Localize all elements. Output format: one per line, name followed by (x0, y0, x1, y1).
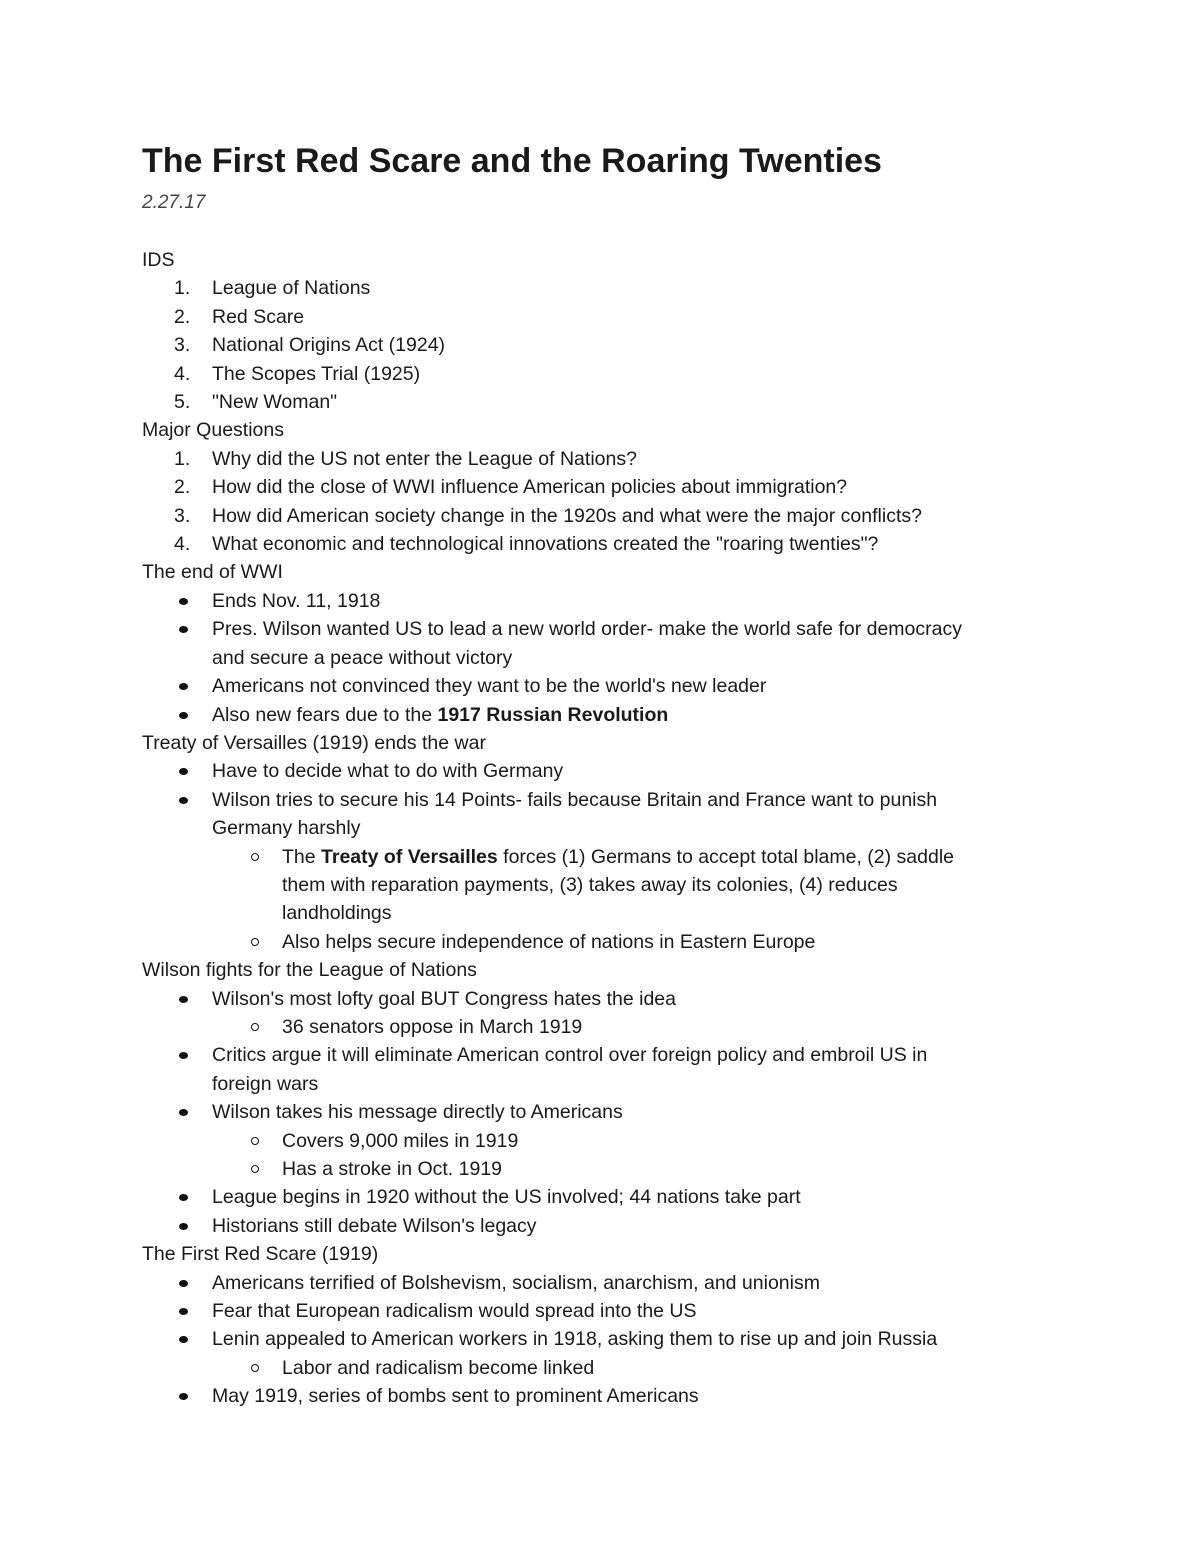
bullet-continuation: Germany harshly (212, 817, 361, 840)
list-number: 5. (174, 391, 191, 414)
bullet-icon (179, 1280, 188, 1287)
sub-bullet-continuation: landholdings (282, 902, 392, 925)
list-item: 3. National Origins Act (1924) (142, 331, 1062, 359)
bullet-icon (179, 712, 188, 719)
bullet-icon (179, 996, 188, 1003)
bullet-item: Pres. Wilson wanted US to lead a new world order- make the world safe for democracy (142, 615, 1062, 643)
list-number: 1. (174, 277, 191, 300)
bullet-item: Wilson's most lofty goal BUT Congress hates the idea (142, 985, 1062, 1013)
bullet-item: Critics argue it will eliminate American control over foreign policy and embroil US in (142, 1041, 1062, 1069)
bullet-item: Historians still debate Wilson's legacy (142, 1212, 1062, 1240)
bullet-item: Lenin appealed to American workers in 1918, asking them to rise up and join Russia (142, 1325, 1062, 1353)
sub-bullet-item: 36 senators oppose in March 1919 (142, 1013, 1062, 1041)
bullet-item: Ends Nov. 11, 1918 (142, 587, 1062, 615)
document-content (142, 140, 1062, 1411)
list-item: 1. Why did the US not enter the League of Nations? (142, 445, 1062, 473)
spacer (142, 216, 1062, 246)
list-number: 3. (174, 334, 191, 357)
sub-bullet-item: Covers 9,000 miles in 1919 (142, 1127, 1062, 1155)
end-wwi-heading: The end of WWI (142, 561, 283, 584)
list-number: 2. (174, 305, 191, 328)
bullet-icon (179, 1336, 188, 1343)
circle-bullet-icon (251, 853, 259, 861)
document-title: The First Red Scare and the Roaring Twenties (142, 142, 882, 180)
circle-bullet-icon (251, 1023, 259, 1031)
bullet-item: Have to decide what to do with Germany (142, 757, 1062, 785)
list-item: 2. Red Scare (142, 303, 1062, 331)
bullet-item: Wilson takes his message directly to Americans (142, 1098, 1062, 1126)
major-questions-heading: Major Questions (142, 419, 284, 442)
list-item: 2. How did the close of WWI influence American policies about immigration? (142, 473, 1062, 501)
list-number: 4. (174, 362, 191, 385)
bullet-icon (179, 626, 188, 633)
bullet-icon (179, 598, 188, 605)
bullet-continuation: foreign wars (212, 1072, 319, 1095)
circle-bullet-icon (251, 938, 259, 946)
bullet-icon (179, 1308, 188, 1315)
bullet-item: League begins in 1920 without the US involved; 44 nations take part (142, 1183, 1062, 1211)
bold-text: Treaty of Versailles (321, 845, 498, 868)
list-number: 2. (174, 476, 191, 499)
league-heading: Wilson fights for the League of Nations (142, 959, 477, 982)
red-scare-heading: The First Red Scare (1919) (142, 1243, 379, 1266)
list-item: 4. The Scopes Trial (1925) (142, 360, 1062, 388)
sub-bullet-item: Labor and radicalism become linked (142, 1354, 1062, 1382)
bullet-icon (179, 797, 188, 804)
bullet-item: Wilson tries to secure his 14 Points- fails because Britain and France want to punish (142, 786, 1062, 814)
bullet-icon (179, 1052, 188, 1059)
bullet-icon (179, 1109, 188, 1116)
sub-bullet-item: Also helps secure independence of nations in Eastern Europe (142, 928, 1062, 956)
document-date: 2.27.17 (142, 192, 206, 213)
bullet-icon (179, 1194, 188, 1201)
bullet-item: Americans terrified of Bolshevism, socialism, anarchism, and unionism (142, 1269, 1062, 1297)
bullet-icon (179, 683, 188, 690)
bold-text: 1917 Russian Revolution (437, 703, 669, 726)
list-number: 1. (174, 447, 191, 470)
list-item: 5. "New Woman" (142, 388, 1062, 416)
bullet-item: Also new fears due to the 1917 Russian Revolution (142, 701, 1062, 729)
circle-bullet-icon (251, 1137, 259, 1145)
sub-bullet-item: The Treaty of Versailles forces (1) Germans to accept total blame, (2) saddle (142, 843, 1062, 871)
sub-bullet-item: Has a stroke in Oct. 1919 (142, 1155, 1062, 1183)
list-item: 1. League of Nations (142, 274, 1062, 302)
bullet-item: Fear that European radicalism would spread into the US (142, 1297, 1062, 1325)
bullet-item: May 1919, series of bombs sent to prominent Americans (142, 1382, 1062, 1410)
circle-bullet-icon (251, 1165, 259, 1173)
list-item: 4. What economic and technological innovations created the "roaring twenties"? (142, 530, 1062, 558)
ids-heading: IDS (142, 249, 175, 271)
circle-bullet-icon (251, 1364, 259, 1372)
bullet-item: Americans not convinced they want to be the world's new leader (142, 672, 1062, 700)
bullet-continuation: and secure a peace without victory (212, 646, 513, 669)
bullet-icon (179, 768, 188, 775)
list-number: 4. (174, 533, 191, 556)
list-number: 3. (174, 504, 191, 527)
bullet-icon (179, 1393, 188, 1400)
sub-bullet-continuation: them with reparation payments, (3) takes away its colonies, (4) reduces (282, 873, 898, 896)
bullet-icon (179, 1223, 188, 1230)
list-item: 3. How did American society change in the 1920s and what were the major conflicts? (142, 502, 1062, 530)
versailles-heading: Treaty of Versailles (1919) ends the war (142, 731, 486, 754)
